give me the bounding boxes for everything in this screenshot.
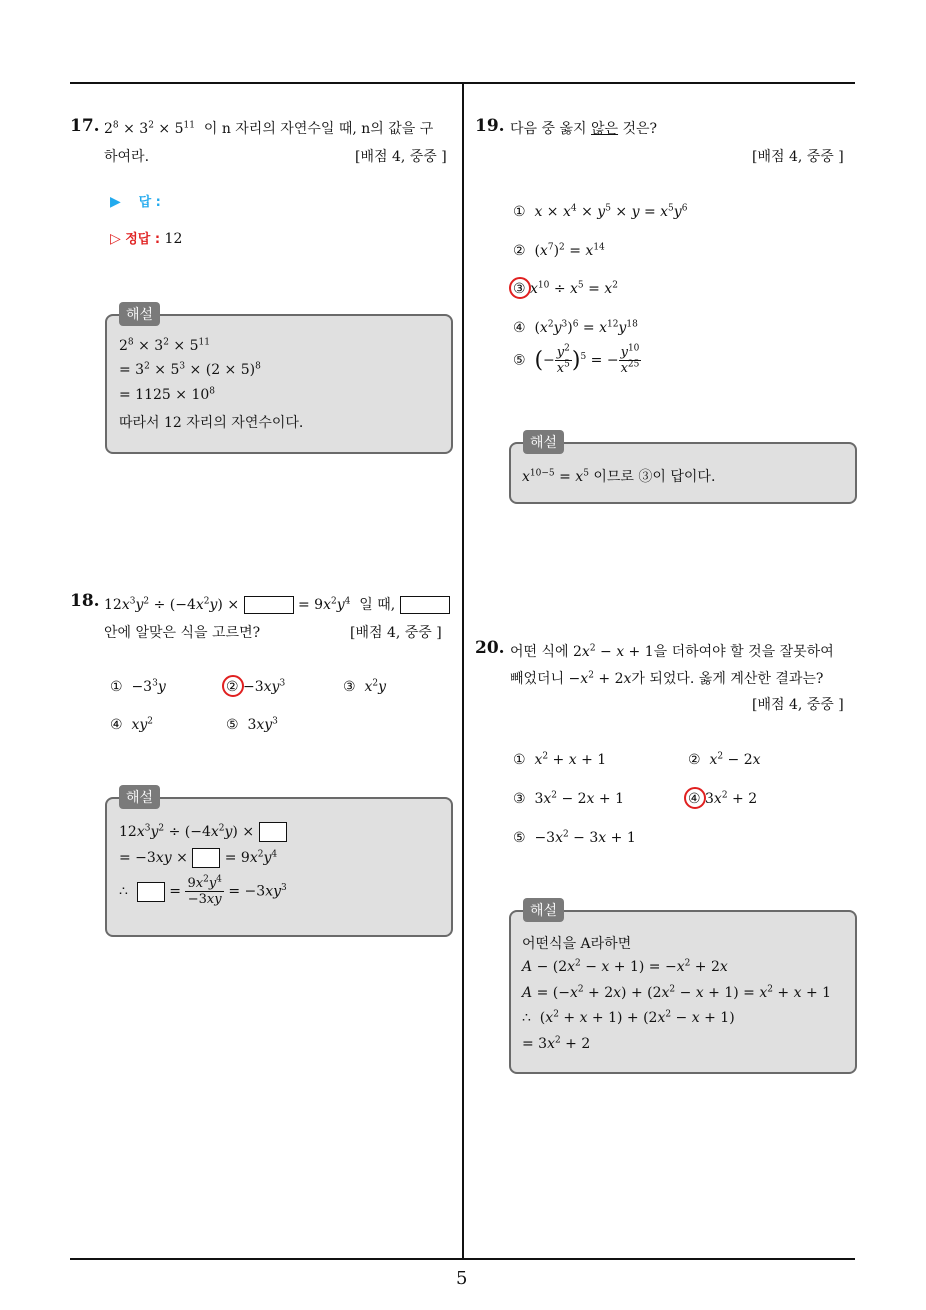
fraction: $\frac{y^2}{x^5}$	[556, 343, 570, 376]
blank-box	[137, 882, 165, 902]
q19-option-1: ① $x \times x^4 \times y^5 \times y = x^5y^6$	[513, 203, 688, 220]
q19-option-5: ⑤ (− $\frac{y^2}{x^5}$ )$^5$ = − $\frac{y^{10}}{x^{25}}$	[513, 343, 640, 376]
question-20-score: [배점 4, 중중 ]	[752, 697, 844, 713]
question-18-number: 18.	[70, 591, 100, 611]
q20-expl-line-2: $A - (2x^2 - x + 1) = -x^2 + 2x$	[522, 958, 728, 975]
q18-option-3: ③ $x^2y$	[343, 678, 387, 695]
question-18-explanation-tag: 해설	[119, 785, 160, 809]
q19-expl-text: 이므로 ③이 답이다.	[593, 469, 716, 485]
q19-option-4: ④ $(x^2y^3)^6 = x^{12}y^{18}$	[513, 319, 638, 336]
question-20-explanation-tag: 해설	[523, 898, 564, 922]
question-17-number: 17.	[70, 116, 100, 136]
question-20-text2-pre: 빼었더니	[510, 671, 565, 687]
question-20-text2-post: 가 되었다. 옳게 계산한 결과는?	[631, 671, 824, 687]
q19-expl-line: $x^{10-5} = x^5$ 이므로 ③이 답이다.	[522, 468, 716, 485]
q20-expl-line-4: ∴ $(x^2 + x + 1) + (2x^2 - x + 1)$	[522, 1009, 735, 1026]
question-20-text-line2: 빼었더니 $-x^2 + 2x$가 되었다. 옳게 계산한 결과는?	[510, 670, 824, 687]
q17-expl-line-2: = $3^2 \times 5^3 \times (2 \times 5)^8$	[119, 361, 261, 378]
question-17-text-tail: 이 n 자리의 자연수일 때, n의 값을 구	[203, 121, 434, 137]
question-19-text-underlined: 않은	[590, 121, 619, 137]
blank-box	[244, 596, 294, 614]
q17-expl-line-3: = $1125 \times 10^8$	[119, 386, 215, 403]
q18-option-5: ⑤ $3xy^3$	[226, 716, 278, 733]
question-20-number: 20.	[475, 638, 505, 658]
q20-option-2: ② $x^2 - 2x$	[688, 751, 761, 768]
q20-expl-line-5: = $3x^2 + 2$	[522, 1035, 591, 1052]
question-18-score: [배점 4, 중중 ]	[350, 625, 442, 641]
question-19-text-pre: 다음 중 옳지	[510, 121, 591, 137]
q18-expl-line-2: = −3xy × = $9x^2y^4$	[119, 849, 278, 866]
question-20-text1-post: 을 더하여야 할 것을 잘못하여	[653, 644, 834, 660]
q17-expl-line-1: $2^8 \times 3^2 \times 5^{11}$	[119, 337, 210, 354]
correct-answer-value: 12	[164, 231, 183, 247]
q20-expl-line-3: $A = (-x^2 + 2x) + (2x^2 - x + 1) = x^2 + x + 1$	[522, 984, 832, 1001]
question-17-text: $2^8 \times 3^2 \times 5^{11}$ 이 n 자리의 자연수일 때, n의 값을 구	[104, 120, 434, 137]
question-18-text-line2: 안에 알맞은 식을 고르면?	[104, 625, 261, 641]
q20-option-3: ③ $3x^2 - 2x + 1$	[513, 790, 624, 807]
question-18-text-tail: 일 때,	[359, 597, 396, 613]
column-divider	[462, 82, 464, 1259]
blank-box	[192, 848, 220, 868]
question-17-text-line2: 하여라.	[104, 149, 150, 165]
question-20-text-line1: 어떤 식에 $2x^2 - x + 1$을 더하여야 할 것을 잘못하여	[510, 643, 834, 660]
q20-option-1: ① $x^2 + x + 1$	[513, 751, 607, 768]
question-17-answer-row	[110, 191, 161, 210]
bottom-rule	[70, 1258, 855, 1260]
q18-option-1: ① $-3^3y$	[110, 678, 166, 695]
q17-expl-line-4: 따라서 12 자리의 자연수이다.	[119, 415, 304, 431]
blank-box	[400, 596, 450, 614]
answer-label: 답 :	[138, 195, 161, 210]
question-18-text: $12x^3y^2 \div (-4x^2y)$ × = $9x^2y^4$ 일 때,	[104, 594, 450, 614]
question-17-correct-row	[110, 228, 182, 247]
q20-option-5: ⑤ $-3x^2 - 3x + 1$	[513, 829, 636, 846]
q19-option-3: ③ $x^{10} \div x^5 = x^2$	[513, 280, 618, 297]
blank-box	[259, 822, 287, 842]
question-19-text	[510, 118, 657, 138]
page-number: 5	[456, 1268, 468, 1289]
correct-answer-label: 정답 :	[125, 232, 161, 247]
question-19-text-post: 것은?	[618, 121, 658, 137]
question-19-score: [배점 4, 중중 ]	[752, 149, 844, 165]
question-19-number: 19.	[475, 116, 505, 136]
outline-arrow-icon: ▷	[110, 231, 121, 247]
question-17-explanation-box	[105, 314, 453, 454]
q18-expl-line-1: $12x^3y^2 \div (-4x^2y)$ ×	[119, 822, 287, 842]
q20-expl-line-1: 어떤식을 A라하면	[522, 936, 632, 952]
q18-option-2: ② $-3xy^3$	[226, 678, 286, 695]
fraction: $\frac{y^{10}}{x^{25}}$	[620, 343, 640, 376]
q20-option-4: ④ $3x^2 + 2$	[688, 790, 758, 807]
question-20-text1-pre: 어떤 식에	[510, 644, 569, 660]
q18-option-4: ④ $xy^2$	[110, 716, 153, 733]
question-17-score: [배점 4, 중중 ]	[355, 149, 447, 165]
play-arrow-icon: ▶	[110, 194, 121, 210]
q19-option-2: ② $(x^7)^2 = x^{14}$	[513, 242, 605, 259]
question-19-explanation-tag: 해설	[523, 430, 564, 454]
q18-expl-line-3: ∴ = $\frac{9x^2y^4}{-3xy}$ = $-3xy^3$	[119, 874, 287, 907]
question-17-explanation-tag: 해설	[119, 302, 160, 326]
fraction: $\frac{9x^2y^4}{-3xy}$	[187, 874, 222, 907]
